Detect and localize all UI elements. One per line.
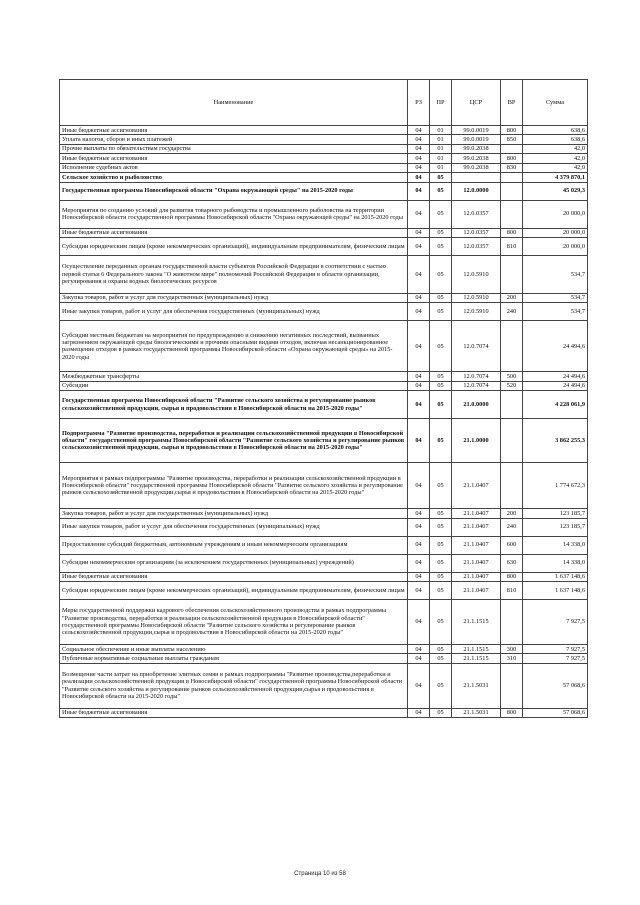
cell-sum: 24 494,6 xyxy=(523,372,588,381)
table-header-row xyxy=(60,80,588,126)
cell-sum: 20 000,0 xyxy=(523,228,588,237)
cell-pr: 05 xyxy=(430,237,452,255)
cell-sum: 1 637 148,6 xyxy=(523,572,588,581)
cell-sum: 638,6 xyxy=(523,126,588,135)
cell-rz: 04 xyxy=(408,237,430,255)
cell-csr: 99.0.2038 xyxy=(452,144,501,153)
cell-vr: 200 xyxy=(501,293,523,302)
cell-pr: 05 xyxy=(430,419,452,463)
cell-name: Иные бюджетные ассигнования xyxy=(60,154,408,163)
cell-rz: 04 xyxy=(408,255,430,293)
cell-sum: 42,0 xyxy=(523,163,588,172)
cell-name: Публичные нормативные социальные выплаты гражданам xyxy=(60,654,408,663)
table-row xyxy=(60,135,588,144)
cell-csr: 21.1.0407 xyxy=(452,536,501,554)
cell-csr: 99.0.0019 xyxy=(452,126,501,135)
table-row xyxy=(60,381,588,390)
cell-rz: 04 xyxy=(408,645,430,654)
cell-csr: 99.0.2038 xyxy=(452,163,501,172)
cell-name: Уплата налогов, сборов и иных платежей xyxy=(60,135,408,144)
cell-rz: 04 xyxy=(408,154,430,163)
cell-rz: 04 xyxy=(408,663,430,708)
cell-pr: 05 xyxy=(430,200,452,228)
cell-vr: 800 xyxy=(501,228,523,237)
cell-sum: 534,7 xyxy=(523,293,588,302)
cell-rz: 04 xyxy=(408,654,430,663)
cell-vr: 600 xyxy=(501,536,523,554)
cell-sum: 7 927,5 xyxy=(523,654,588,663)
cell-name: Возмещение части затрат на приобретение элитных семян в рамках подпрограммы "Развитие производства,переработки и реализации сельскохозяйственной продукции в Новосибирской области" государственной программы Новосибирской области "Развитие сельского хозяйства и регулирование рынков сельскохозяйственной продукции,сырья и продовольствия в Новосибирской области на 2015-2020 годы" xyxy=(60,663,408,708)
cell-vr xyxy=(501,144,523,153)
cell-vr: 850 xyxy=(501,135,523,144)
cell-sum: 7 927,5 xyxy=(523,600,588,645)
cell-sum: 638,6 xyxy=(523,135,588,144)
table-row xyxy=(60,582,588,600)
cell-rz: 04 xyxy=(408,463,430,509)
cell-rz: 04 xyxy=(408,509,430,518)
cell-name: Прочие выплаты по обязательствам государства xyxy=(60,144,408,153)
cell-csr: 12.0.5910 xyxy=(452,293,501,302)
cell-name: Иные бюджетные ассигнования xyxy=(60,708,408,717)
page-footer: Страница 10 из 58 xyxy=(294,871,346,877)
cell-rz: 04 xyxy=(408,582,430,600)
cell-csr: 21.1.0407 xyxy=(452,509,501,518)
cell-pr: 05 xyxy=(430,654,452,663)
cell-name: Сельское хозяйство и рыболовство xyxy=(60,173,408,182)
cell-sum: 42,0 xyxy=(523,144,588,153)
cell-sum: 534,7 xyxy=(523,255,588,293)
cell-pr: 05 xyxy=(430,293,452,302)
table-row xyxy=(60,154,588,163)
cell-csr: 21.1.1515 xyxy=(452,645,501,654)
table-row xyxy=(60,572,588,581)
cell-rz: 04 xyxy=(408,391,430,419)
cell-csr: 21.1.0407 xyxy=(452,463,501,509)
cell-pr: 05 xyxy=(430,663,452,708)
table-row xyxy=(60,554,588,572)
cell-csr: 21.1.0407 xyxy=(452,572,501,581)
cell-rz: 04 xyxy=(408,173,430,182)
table-row xyxy=(60,228,588,237)
cell-csr: 12.0.0357 xyxy=(452,237,501,255)
cell-sum: 14 338,0 xyxy=(523,536,588,554)
cell-name: Меры государственной поддержки кадрового обеспечения сельскохозяйственного производства в рамках подпрограммы "Развитие производства, переработки и реализации сельскохозяйственной продукции в Новосибирской области" государственной программы Новосибирской области "Развитие сельского хозяйства и регулирование рынков сельскохозяйственной продукции,сырья и продовольствия в Новосибирской области на 2015-2020 годы" xyxy=(60,600,408,645)
cell-vr xyxy=(501,600,523,645)
cell-csr: 12.0.7074 xyxy=(452,381,501,390)
cell-vr: 310 xyxy=(501,654,523,663)
cell-csr: 99.0.2038 xyxy=(452,154,501,163)
cell-sum: 4 379 870,1 xyxy=(523,173,588,182)
cell-vr: 830 xyxy=(501,163,523,172)
cell-pr: 05 xyxy=(430,708,452,717)
cell-csr: 21.1.0407 xyxy=(452,582,501,600)
header-rz: РЗ xyxy=(408,80,430,126)
cell-vr: 800 xyxy=(501,572,523,581)
cell-vr xyxy=(501,419,523,463)
cell-sum: 20 000,0 xyxy=(523,200,588,228)
cell-name: Субсидии юридическим лицам (кроме некоммерческих организаций), индивидуальным предпринимателям, физическим лицам xyxy=(60,582,408,600)
cell-pr: 05 xyxy=(430,391,452,419)
cell-rz: 04 xyxy=(408,163,430,172)
cell-rz: 04 xyxy=(408,554,430,572)
cell-vr xyxy=(501,173,523,182)
cell-name: Социальное обеспечение и иные выплаты населению xyxy=(60,645,408,654)
cell-rz: 04 xyxy=(408,182,430,200)
cell-vr: 800 xyxy=(501,126,523,135)
cell-name: Закупка товаров, работ и услуг для государственных (муниципальных) нужд xyxy=(60,293,408,302)
cell-name: Государственная программа Новосибирской области "Развитие сельского хозяйства и регулирование рынков сельскохозяйственной продукции, сырья и продовольствия в Новосибирской области на 2015-2020 годы" xyxy=(60,391,408,419)
table-row xyxy=(60,463,588,509)
cell-name: Закупка товаров, работ и услуг для государственных (муниципальных) нужд xyxy=(60,509,408,518)
cell-name: Субсидии некоммерческим организациям (за исключением государственных (муниципальных) учреждений) xyxy=(60,554,408,572)
cell-name: Государственная программа Новосибирской области "Охрана окружающей среды" на 2015-2020 годы xyxy=(60,182,408,200)
cell-name: Подпрограмма "Развитие производства, переработки и реализации сельскохозяйственной продукции в Новосибирской области" государственной программы Новосибирской области "Развитие сельского хозяйства и регулирование рынков сельскохозяйственной продукции, сырья и продовольствия в Новосибирской области на 2015-2020 годы" xyxy=(60,419,408,463)
cell-sum: 57 068,6 xyxy=(523,663,588,708)
table-row xyxy=(60,163,588,172)
cell-pr: 05 xyxy=(430,600,452,645)
cell-name: Иные бюджетные ассигнования xyxy=(60,126,408,135)
table-row xyxy=(60,200,588,228)
cell-csr: 21.1.0407 xyxy=(452,518,501,536)
cell-vr: 200 xyxy=(501,509,523,518)
table-row xyxy=(60,144,588,153)
cell-csr: 12.0.0357 xyxy=(452,200,501,228)
cell-sum: 1 774 672,3 xyxy=(523,463,588,509)
cell-pr: 01 xyxy=(430,163,452,172)
table-row xyxy=(60,654,588,663)
cell-rz: 04 xyxy=(408,518,430,536)
cell-vr: 520 xyxy=(501,381,523,390)
cell-rz: 04 xyxy=(408,228,430,237)
cell-vr xyxy=(501,663,523,708)
table-row xyxy=(60,372,588,381)
cell-vr: 300 xyxy=(501,645,523,654)
cell-rz: 04 xyxy=(408,572,430,581)
cell-vr xyxy=(501,182,523,200)
cell-sum: 3 862 255,3 xyxy=(523,419,588,463)
table-row xyxy=(60,255,588,293)
cell-vr xyxy=(501,200,523,228)
cell-vr: 630 xyxy=(501,554,523,572)
cell-pr: 05 xyxy=(430,372,452,381)
cell-name: Иные закупки товаров, работ и услуг для обеспечения государственных (муниципальных) нужд xyxy=(60,518,408,536)
cell-rz: 04 xyxy=(408,303,430,321)
cell-name: Иные закупки товаров, работ и услуг для обеспечения государственных (муниципальных) нужд xyxy=(60,303,408,321)
cell-sum: 534,7 xyxy=(523,303,588,321)
header-pr: ПР xyxy=(430,80,452,126)
cell-pr: 05 xyxy=(430,554,452,572)
cell-vr xyxy=(501,463,523,509)
cell-pr: 05 xyxy=(430,173,452,182)
cell-pr: 05 xyxy=(430,518,452,536)
cell-csr: 21.1.0000 xyxy=(452,419,501,463)
cell-rz: 04 xyxy=(408,372,430,381)
cell-sum: 24 494,6 xyxy=(523,381,588,390)
cell-sum: 57 068,6 xyxy=(523,708,588,717)
cell-rz: 04 xyxy=(408,293,430,302)
table-row xyxy=(60,237,588,255)
cell-name: Исполнение судебных актов xyxy=(60,163,408,172)
cell-name: Мероприятия по созданию условий для развития товарного рыбоводства и промышленного рыболовства на территории Новосибирской области государственной программы Новосибирской области "Охрана окружающей среды" на 2015-2020 годы xyxy=(60,200,408,228)
table-row xyxy=(60,518,588,536)
cell-rz: 04 xyxy=(408,536,430,554)
cell-pr: 05 xyxy=(430,572,452,581)
cell-sum: 4 228 061,9 xyxy=(523,391,588,419)
cell-name: Мероприятия в рамках подпрограммы "Развитие производства, переработки и реализации сельскохозяйственной продукции в Новосибирской области" государственной программы Новосибирской области "Развитие сельского хозяйства и регулирование рынков сельскохозяйственной продукции,сырья и продовольствия в Новосибирской области на 2015-2020 годы" xyxy=(60,463,408,509)
cell-rz: 04 xyxy=(408,144,430,153)
cell-name: Иные бюджетные ассигнования xyxy=(60,572,408,581)
cell-csr: 12.0.5910 xyxy=(452,303,501,321)
table-row xyxy=(60,182,588,200)
cell-sum: 14 338,0 xyxy=(523,554,588,572)
cell-csr: 21.1.5031 xyxy=(452,708,501,717)
table-row xyxy=(60,303,588,321)
cell-pr: 01 xyxy=(430,144,452,153)
cell-pr: 05 xyxy=(430,182,452,200)
cell-vr: 800 xyxy=(501,708,523,717)
table-row xyxy=(60,173,588,182)
cell-pr: 05 xyxy=(430,509,452,518)
cell-csr: 12.0.5910 xyxy=(452,255,501,293)
cell-csr: 21.0.0000 xyxy=(452,391,501,419)
cell-pr: 05 xyxy=(430,255,452,293)
table-row xyxy=(60,600,588,645)
cell-pr: 01 xyxy=(430,126,452,135)
cell-sum: 20 000,0 xyxy=(523,237,588,255)
cell-csr: 21.1.0407 xyxy=(452,554,501,572)
cell-rz: 04 xyxy=(408,126,430,135)
cell-csr: 99.0.0019 xyxy=(452,135,501,144)
cell-vr xyxy=(501,391,523,419)
cell-csr: 12.0.0357 xyxy=(452,228,501,237)
cell-vr: 810 xyxy=(501,237,523,255)
cell-sum: 1 637 148,6 xyxy=(523,582,588,600)
cell-csr xyxy=(452,173,501,182)
cell-rz: 04 xyxy=(408,321,430,372)
budget-table xyxy=(59,79,588,718)
cell-rz: 04 xyxy=(408,600,430,645)
table-row xyxy=(60,536,588,554)
cell-vr xyxy=(501,321,523,372)
table-row xyxy=(60,321,588,372)
header-name: Наименование xyxy=(60,80,408,126)
cell-rz: 04 xyxy=(408,135,430,144)
cell-sum: 123 185,7 xyxy=(523,518,588,536)
cell-csr: 12.0.7074 xyxy=(452,372,501,381)
cell-vr: 240 xyxy=(501,303,523,321)
cell-name: Субсидии местным бюджетам на мероприятия по предупреждению и снижению негативных последствий, вызванных загрязнением окружающей среды биологическими и прочими опасными видами отходов, включая несанкционированное размещение отходов в рамках государственной программы Новосибирской области «Охрана окружающей среды» на 2015-2020 годы xyxy=(60,321,408,372)
cell-sum: 42,0 xyxy=(523,154,588,163)
header-csr: ЦСР xyxy=(452,80,501,126)
cell-sum: 123 185,7 xyxy=(523,509,588,518)
cell-pr: 05 xyxy=(430,645,452,654)
table-row xyxy=(60,708,588,717)
cell-pr: 05 xyxy=(430,321,452,372)
cell-csr: 21.1.1515 xyxy=(452,654,501,663)
cell-csr: 12.0.7074 xyxy=(452,321,501,372)
cell-sum: 24 494,6 xyxy=(523,321,588,372)
cell-vr: 810 xyxy=(501,582,523,600)
cell-pr: 05 xyxy=(430,381,452,390)
table-row xyxy=(60,391,588,419)
table-row xyxy=(60,509,588,518)
cell-name: Межбюджетные трансферты xyxy=(60,372,408,381)
cell-name: Осуществление переданных органам государственной власти субъектов Российской Федерации в соответствии с частью первой статьи 6 Федерального закона "О животном мире" полномочий Российской Федерации в области организации, регулирования и охраны водных биологических ресурсов xyxy=(60,255,408,293)
cell-rz: 04 xyxy=(408,200,430,228)
cell-sum: 7 927,5 xyxy=(523,645,588,654)
cell-name: Субсидии xyxy=(60,381,408,390)
table-row xyxy=(60,663,588,708)
cell-csr: 21.1.5031 xyxy=(452,663,501,708)
cell-rz: 04 xyxy=(408,708,430,717)
cell-vr: 500 xyxy=(501,372,523,381)
cell-pr: 05 xyxy=(430,303,452,321)
table-row xyxy=(60,126,588,135)
cell-pr: 01 xyxy=(430,135,452,144)
cell-vr: 240 xyxy=(501,518,523,536)
table-row xyxy=(60,419,588,463)
table-row xyxy=(60,293,588,302)
cell-pr: 01 xyxy=(430,154,452,163)
cell-pr: 05 xyxy=(430,228,452,237)
cell-rz: 04 xyxy=(408,381,430,390)
cell-rz: 04 xyxy=(408,419,430,463)
cell-pr: 05 xyxy=(430,536,452,554)
cell-csr: 21.1.1515 xyxy=(452,600,501,645)
cell-name: Иные бюджетные ассигнования xyxy=(60,228,408,237)
cell-name: Предоставление субсидий бюджетным, автономным учреждениям и иным некоммерческим организациям xyxy=(60,536,408,554)
header-vr: ВР xyxy=(501,80,523,126)
cell-pr: 05 xyxy=(430,582,452,600)
cell-vr: 800 xyxy=(501,154,523,163)
cell-sum: 45 029,3 xyxy=(523,182,588,200)
cell-pr: 05 xyxy=(430,463,452,509)
table-row xyxy=(60,645,588,654)
cell-csr: 12.0.0000 xyxy=(452,182,501,200)
header-sum: Сумма xyxy=(523,80,588,126)
cell-vr xyxy=(501,255,523,293)
cell-name: Субсидии юридическим лицам (кроме некоммерческих организаций), индивидуальным предпринимателям, физическим лицам xyxy=(60,237,408,255)
